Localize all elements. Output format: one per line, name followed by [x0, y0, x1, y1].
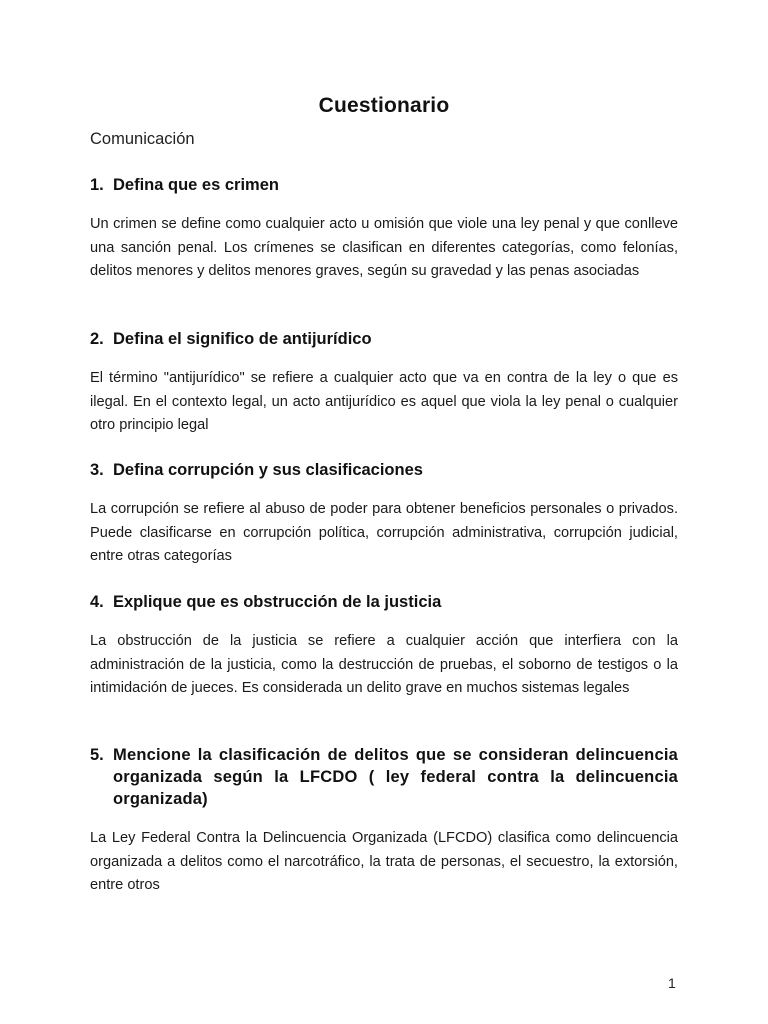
question-3	[90, 459, 678, 569]
question-number: 5.	[90, 746, 104, 764]
question-heading	[90, 591, 678, 613]
question-text: Defina que es crimen	[113, 176, 279, 194]
page-subtitle: Comunicación	[90, 130, 195, 148]
question-number: 1.	[90, 176, 104, 194]
question-heading	[90, 459, 678, 481]
question-number: 4.	[90, 593, 104, 611]
answer-paragraph: Un crimen se define como cualquier acto u omisión que viole una ley penal y que conlleve una sanción penal. Los crímenes se clasifican en diferentes categorías, como felonías, delitos menores y delitos menores graves, según su gravedad y las penas asociadas	[90, 216, 678, 279]
answer-paragraph: La Ley Federal Contra la Delincuencia Organizada (LFCDO) clasifica como delincuencia organizada a delitos como el narcotráfico, la trata de personas, el secuestro, la extorsión, entre otros	[90, 830, 678, 893]
page-title: Cuestionario	[318, 94, 450, 117]
document-page	[90, 0, 678, 1024]
question-text: Explique que es obstrucción de la justicia	[113, 593, 442, 611]
question-4	[90, 591, 678, 701]
question-text: Defina el significo de antijurídico	[113, 330, 372, 348]
answer-paragraph: La obstrucción de la justicia se refiere a cualquier acción que interfiera con la administración de la justicia, como la destrucción de pruebas, el soborno de testigos o la intimidación de jueces. Es considerada un delito grave en muchos sistemas legales	[90, 633, 678, 696]
answer-paragraph: El término "antijurídico" se refiere a cualquier acto que va en contra de la ley o que es ilegal. En el contexto legal, un acto antijurídico es aquel que viola la ley penal o cualquier otro principio legal	[90, 370, 678, 433]
question-heading	[90, 744, 678, 810]
question-heading	[90, 174, 678, 196]
question-number: 3.	[90, 461, 104, 479]
question-5	[90, 744, 678, 898]
question-heading	[90, 328, 678, 350]
question-1	[90, 174, 678, 284]
question-number: 2.	[90, 330, 104, 348]
question-text: Mencione la clasificación de delitos que se consideran delincuencia organizada según la LFCDO ( ley federal contra la delincuencia organizada)	[113, 746, 678, 808]
page-number: 1	[668, 975, 676, 991]
question-text: Defina corrupción y sus clasificaciones	[113, 461, 423, 479]
answer-paragraph: La corrupción se refiere al abuso de poder para obtener beneficios personales o privados. Puede clasificarse en corrupción política, corrupción administrativa, corrupción judicial, entre otras categorías	[90, 501, 678, 564]
question-2	[90, 328, 678, 438]
